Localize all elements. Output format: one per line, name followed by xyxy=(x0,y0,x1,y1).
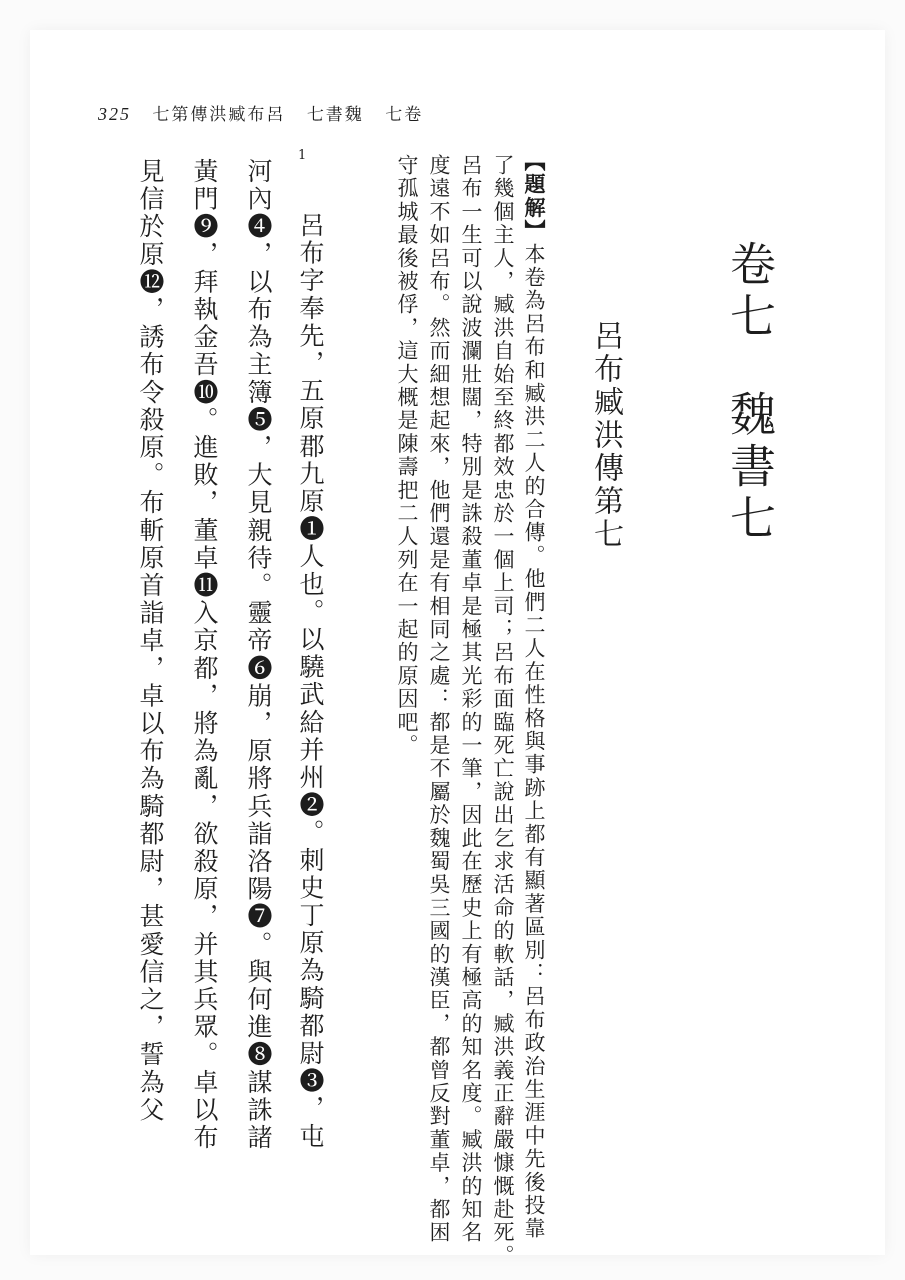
running-volume: 七卷 xyxy=(385,105,424,125)
volume-title-part2: 魏書七 xyxy=(723,390,777,546)
volume-title xyxy=(723,240,777,546)
volume-title-part1: 卷七 xyxy=(723,240,777,344)
main-line-4: 見信於原⓬，誘布令殺原。布斬原首詣卓，卓以布為騎都尉，甚愛信之，誓為父 xyxy=(136,158,165,1124)
section-number: 1 xyxy=(298,148,307,163)
running-title: 七第傳洪臧布呂 xyxy=(152,105,286,125)
intro-line-4: 度遠不如呂布。然而細想起來，他們還是有相同之處：都是不屬於魏蜀吳三國的漢臣，都曾反對董卓，都困 xyxy=(427,154,451,1245)
intro-line-2: 了幾個主人，臧洪自始至終都效忠於一個上司；呂布面臨死亡說出乞求活命的軟話，臧洪義正辭嚴慷慨赴死。 xyxy=(491,154,515,1268)
main-line-3: 黃門❾，拜執金吾❿。進敗，董卓⓫入京都，將為亂，欲殺原，并其兵眾。卓以布 xyxy=(190,158,219,1152)
running-book: 七書魏 xyxy=(306,105,364,125)
main-line-1: 呂布字奉先，五原郡九原❶人也。以驍武給并州❷。刺史丁原為騎都尉❸，屯 xyxy=(296,212,325,1151)
intro-line-1 xyxy=(523,150,545,1240)
running-header xyxy=(98,100,437,125)
intro-text-1: 本卷為呂布和臧洪二人的合傳。他們二人在性格與事跡上都有顯著區別：呂布政治生涯中先後投靠 xyxy=(522,242,546,1241)
page-number: 325 xyxy=(98,104,131,124)
chapter-title: 呂布臧洪傳第七 xyxy=(588,320,623,551)
intro-line-5: 守孤城最後被俘，這大概是陳壽把二人列在一起的原因吧。 xyxy=(395,154,419,758)
intro-line-3: 呂布一生可以說波瀾壯闊，特別是誅殺董卓是極其光彩的一筆，因此在歷史上有極高的知名度。臧洪的知名 xyxy=(459,154,483,1245)
intro-label: 【題解】 xyxy=(522,150,547,243)
main-line-2: 河內❹，以布為主簿❺，大見親待。靈帝❻崩，原將兵詣洛陽❼。與何進❽謀誅諸 xyxy=(244,158,273,1152)
